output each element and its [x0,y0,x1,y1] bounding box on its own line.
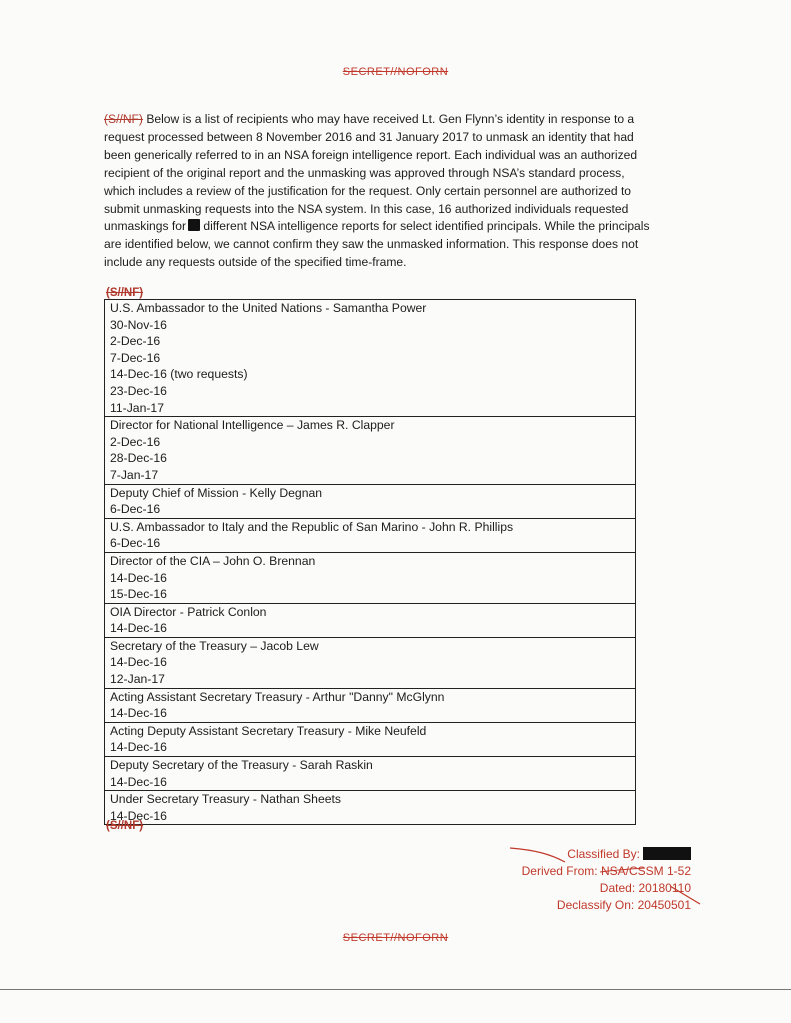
marking-top-text: SECRET//NOFORN [342,66,449,78]
dated: Dated: 20180110 [599,881,691,895]
declassify-on: Declassify On: 20450501 [556,898,691,912]
recipient-name: Secretary of the Treasury – Jacob Lew [110,638,319,653]
recipient-group [105,688,635,722]
table-portion-marking-bottom: (S//NF) [106,820,144,832]
recipient-name: U.S. Ambassador to the United Nations - Samantha Power [110,301,427,315]
request-date: 14-Dec-16 [110,774,167,789]
classification-marking-top [0,66,791,78]
recipient-name: Director for National Intelligence – James R. Clapper [110,418,395,433]
derived-from: Derived From: NSA/CSSM 1-52 [521,864,691,878]
marking-bottom-text: SECRET//NOFORN [342,932,449,944]
recipient-group [105,637,635,688]
request-date: 6-Dec-16 [110,502,161,517]
recipients-table [104,299,636,825]
request-date: 14-Dec-16 [110,740,167,755]
request-date: 7-Jan-17 [110,467,159,482]
recipient-group [105,790,635,824]
recipient-name: U.S. Ambassador to Italy and the Republic of San Marino - John R. Phillips [110,519,514,534]
recipient-group [105,552,635,603]
request-date: 6-Dec-16 [110,536,161,551]
recipient-name: Acting Deputy Assistant Secretary Treasury - Mike Neufeld [110,723,427,738]
recipient-name: Acting Assistant Secretary Treasury - Arthur "Danny" McGlynn [110,689,445,704]
classification-block [522,846,691,914]
request-date: 14-Dec-16 [110,621,167,636]
request-date: 7-Dec-16 [110,350,161,365]
recipient-name: Director of the CIA – John O. Brennan [110,553,316,568]
recipient-name: OIA Director - Patrick Conlon [110,604,267,619]
paragraph-text-after: different NSA intelligence reports for select identified principals. While the principals are identified below, we cannot confirm they saw the unmasked information. This response does not include any requests outside of the specified time-frame. [104,219,650,270]
table-portion-marking-top: (S//NF) [106,287,144,299]
request-date: 14-Dec-16 [110,808,167,823]
recipient-group [105,603,635,637]
recipient-name: Deputy Secretary of the Treasury - Sarah Raskin [110,758,373,773]
request-date: 28-Dec-16 [110,451,167,466]
paragraph-portion-marking: (S//NF) [104,112,143,126]
intro-paragraph [104,111,654,272]
classified-by-row [522,846,691,863]
recipient-name: Deputy Chief of Mission - Kelly Degnan [110,485,323,500]
paragraph-text: Below is a list of recipients who may have received Lt. Gen Flynn’s identity in response to a request processed between 8 November 2016 and 31 January 2017 to unmask an identity that had been generically referred to in an NSA foreign intelligence report. Each individual was an authorized recipient of the original report and the unmasking was approved through NSA’s standard process, which includes a review of the justification for the request. Only certain personnel are authorized to submit unmasking requests into the NSA system. In this case, 16 authorized individuals requested unmaskings for [104,112,638,234]
request-date: 15-Dec-16 [110,587,167,602]
recipient-group [105,484,635,518]
request-date: 30-Nov-16 [110,317,167,332]
redaction-box [188,219,200,231]
recipient-group [105,416,635,483]
recipient-group [105,756,635,790]
classification-marking-bottom [0,932,791,944]
request-date: 11-Jan-17 [110,400,164,415]
request-date: 14-Dec-16 [110,706,167,721]
request-date: 14-Dec-16 [110,655,167,670]
recipient-group [105,722,635,756]
request-date: 12-Jan-17 [110,672,165,687]
request-date: 2-Dec-16 [110,434,161,449]
request-date: 2-Dec-16 [110,334,161,349]
recipient-group [105,518,635,552]
recipient-group [105,300,635,416]
page-bottom-rule [0,989,791,990]
request-date: 14-Dec-16 (two requests) [110,367,248,382]
request-date: 23-Dec-16 [110,383,167,398]
recipient-name: Under Secretary Treasury - Nathan Sheets [110,792,341,807]
request-date: 14-Dec-16 [110,570,167,585]
redaction-box [643,847,691,860]
classified-by-label: Classified By: [567,847,640,861]
